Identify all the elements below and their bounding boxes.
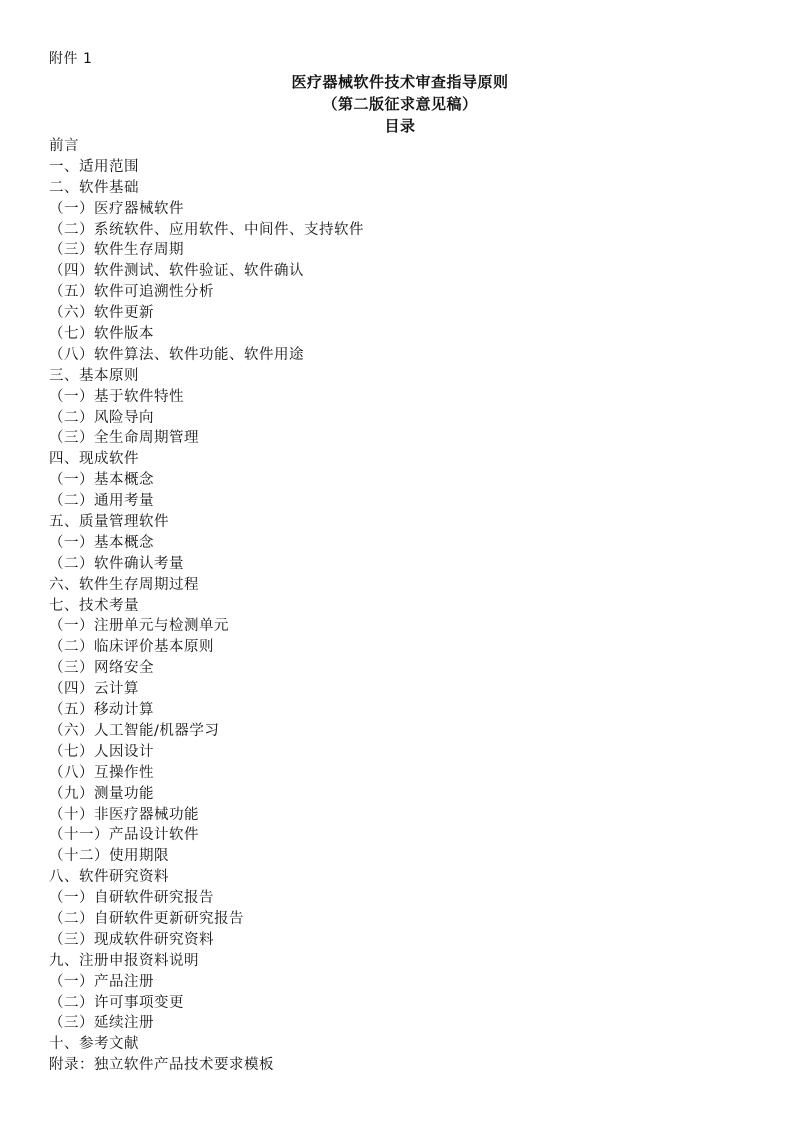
toc-item: （二）系统软件、应用软件、中间件、支持软件 [49, 221, 364, 238]
toc-item: 八、软件研究资料 [49, 869, 169, 886]
toc-item: （二）临床评价基本原则 [49, 639, 214, 656]
toc-item: （三）网络安全 [49, 660, 154, 677]
toc-item: （四）云计算 [49, 681, 139, 698]
toc-item: （一）基本概念 [49, 534, 154, 551]
toc-item: 二、软件基础 [49, 179, 139, 196]
title-block [0, 71, 800, 137]
toc-item: （九）测量功能 [49, 785, 154, 802]
toc-item: （六）人工智能/机器学习 [49, 722, 220, 739]
toc-item: （二）风险导向 [49, 409, 154, 426]
toc-item: （一）基于软件特性 [49, 388, 184, 405]
toc-item: （一）基本概念 [49, 472, 154, 489]
toc-item: （七）软件版本 [49, 326, 154, 343]
toc-item: （二）软件确认考量 [49, 555, 184, 572]
toc-item: （一）医疗器械软件 [49, 200, 184, 217]
toc-item: 六、软件生存周期过程 [49, 576, 199, 593]
toc-item: 五、质量管理软件 [49, 514, 169, 531]
toc-item: （二）自研软件更新研究报告 [49, 910, 244, 927]
toc-item: 十、参考文献 [49, 1036, 139, 1053]
attachment-label: 附件 1 [49, 51, 93, 67]
toc-item: （二）通用考量 [49, 493, 154, 510]
toc-item: （三）现成软件研究资料 [49, 931, 214, 948]
toc-item: 一、适用范围 [49, 158, 139, 175]
toc-item: （五）移动计算 [49, 702, 154, 719]
toc-item: （三）软件生存周期 [49, 242, 184, 259]
toc-item: （一）注册单元与检测单元 [49, 618, 229, 635]
toc-item: （七）人因设计 [49, 743, 154, 760]
toc-item: 七、技术考量 [49, 597, 139, 614]
toc-heading: 目录 [384, 117, 416, 135]
toc-item: （四）软件测试、软件验证、软件确认 [49, 263, 304, 280]
toc-item: （一）产品注册 [49, 973, 154, 990]
toc-item: （十一）产品设计软件 [49, 827, 199, 844]
document-subtitle: （第二版征求意见稿） [322, 95, 478, 113]
toc-item: （二）许可事项变更 [49, 994, 184, 1011]
toc-item: （八）互操作性 [49, 764, 154, 781]
toc-item: （一）自研软件研究报告 [49, 890, 214, 907]
toc-item: 九、注册申报资料说明 [49, 952, 199, 969]
document-title: 医疗器械软件技术审查指导原则 [291, 73, 509, 91]
toc-item: 附录：独立软件产品技术要求模板 [49, 1057, 274, 1074]
toc-item: （十）非医疗器械功能 [49, 806, 199, 823]
toc-item: （五）软件可追溯性分析 [49, 284, 214, 301]
toc-item: （六）软件更新 [49, 305, 154, 322]
toc-item: （八）软件算法、软件功能、软件用途 [49, 346, 304, 363]
toc-item: 前言 [49, 138, 79, 154]
toc-item: （十二）使用期限 [49, 848, 169, 865]
toc-item: 四、现成软件 [49, 451, 139, 468]
toc-item: （三）延续注册 [49, 1015, 154, 1032]
toc-item: 三、基本原则 [49, 367, 139, 384]
toc-item: （三）全生命周期管理 [49, 430, 199, 447]
table-of-contents [49, 136, 364, 1076]
